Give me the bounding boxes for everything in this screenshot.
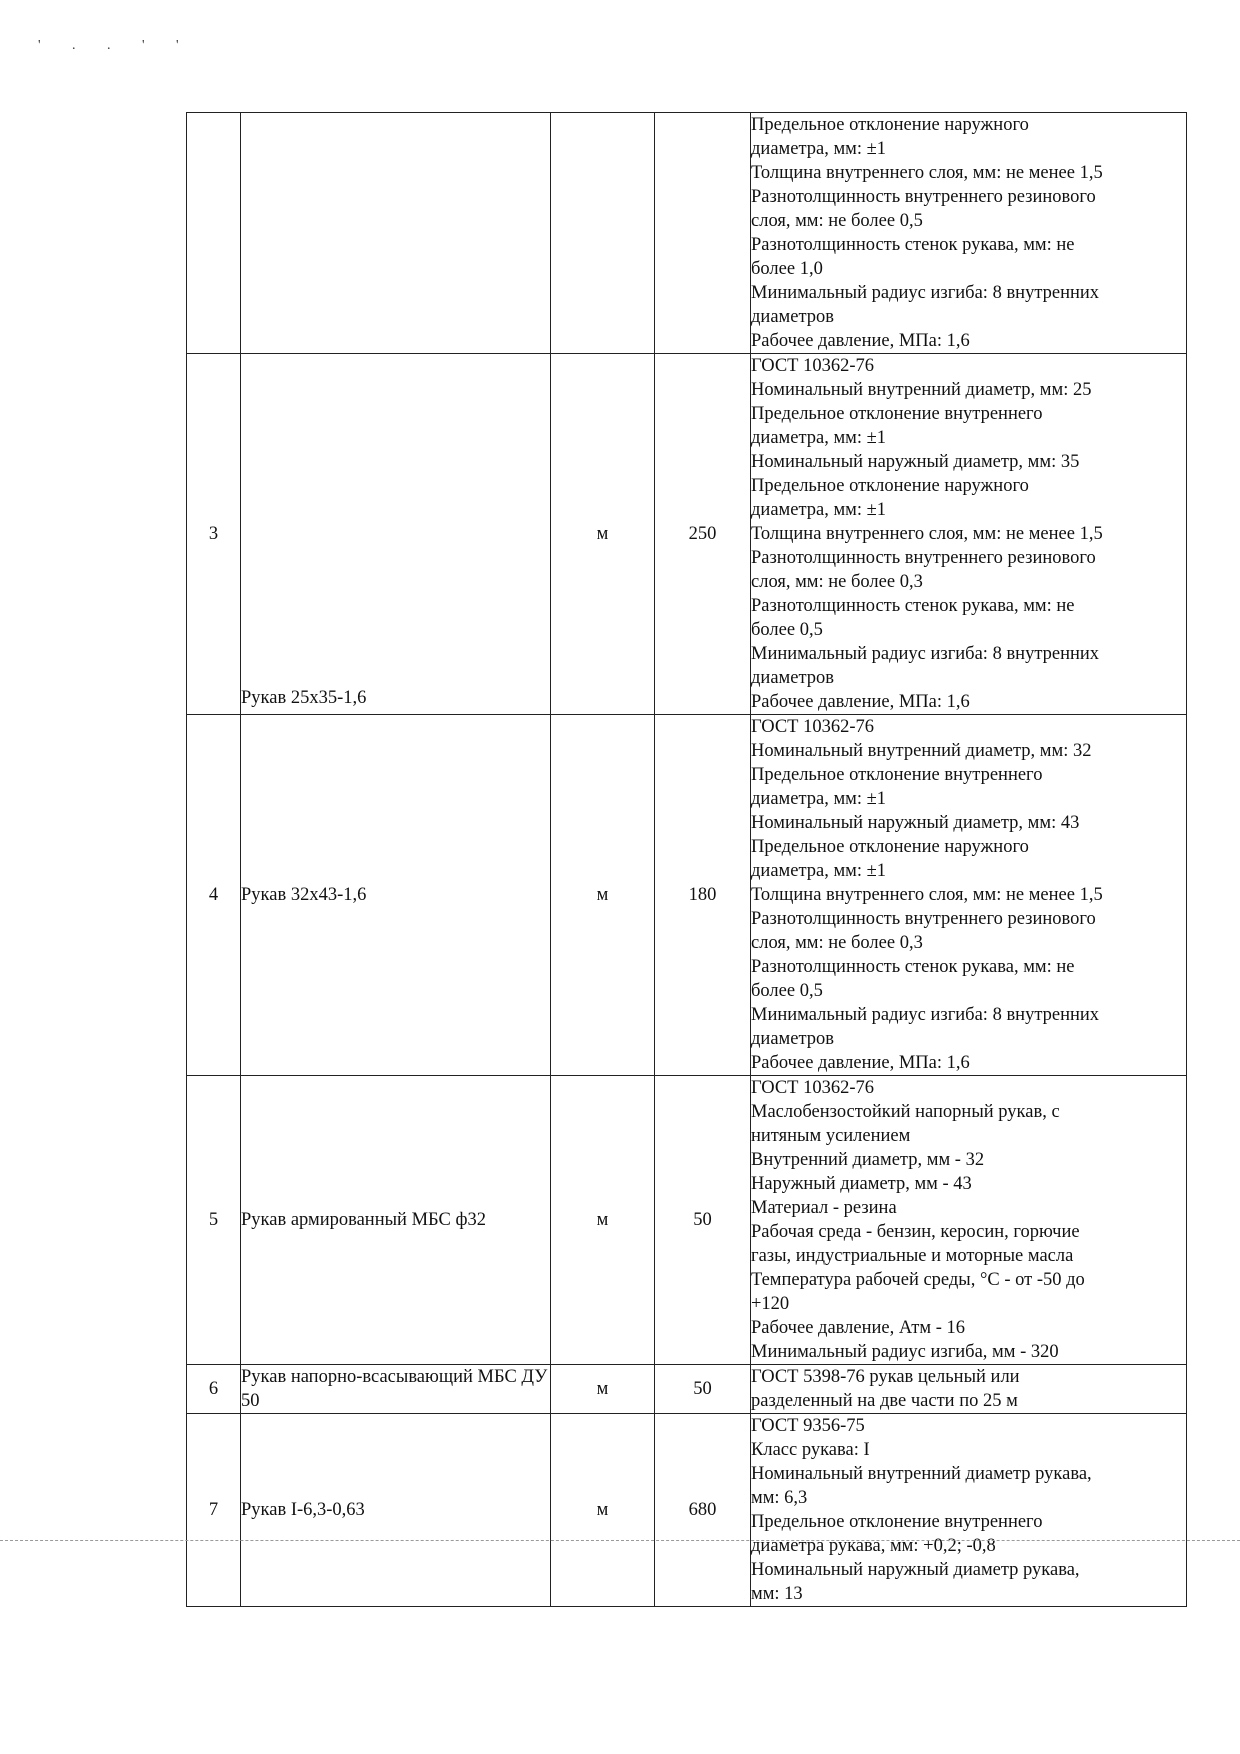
table-row (187, 1076, 1187, 1365)
specification-table (186, 112, 1187, 1607)
spec-line: +120 (751, 1294, 790, 1314)
spec-line: Внутренний диаметр, мм - 32 (751, 1150, 985, 1170)
spec-line: Предельное отклонение наружного (751, 837, 1029, 857)
unit-cell: м (551, 1365, 655, 1414)
spec-line: ГОСТ 10362-76 (751, 717, 874, 737)
spec-line: Разнотолщинность стенок рукава, мм: не (751, 957, 1075, 977)
spec-line: Минимальный радиус изгиба: 8 внутренних (751, 1005, 1100, 1025)
spec-line: Наружный диаметр, мм - 43 (751, 1174, 972, 1194)
spec-line: мм: 6,3 (751, 1488, 808, 1508)
spec-line: диаметров (751, 307, 834, 327)
spec-line: диаметра рукава, мм: +0,2; -0,8 (751, 1536, 996, 1556)
unit-cell: м (551, 715, 655, 1076)
spec-line: Разнотолщинность внутреннего резинового (751, 548, 1096, 568)
spec-line: диаметра, мм: ±1 (751, 428, 887, 448)
spec-line: Номинальный внутренний диаметр, мм: 25 (751, 380, 1092, 400)
spec-line: разделенный на две части по 25 м (751, 1391, 1018, 1411)
spec-line: Температура рабочей среды, °С - от -50 до (751, 1270, 1085, 1290)
spec-line: Рабочее давление, МПа: 1,6 (751, 1053, 970, 1073)
spec-line: Номинальный внутренний диаметр рукава, (751, 1464, 1092, 1484)
spec-line: слоя, мм: не более 0,3 (751, 933, 923, 953)
spec-line: Разнотолщинность стенок рукава, мм: не (751, 596, 1075, 616)
unit-cell: м (551, 1414, 655, 1607)
table-row (187, 1414, 1187, 1607)
spec-line: Предельное отклонение наружного (751, 476, 1029, 496)
spec-line: нитяным усилением (751, 1126, 911, 1146)
table-row (187, 715, 1187, 1076)
spec-line: мм: 13 (751, 1584, 803, 1604)
spec-line: Номинальный наружный диаметр рукава, (751, 1560, 1080, 1580)
spec-line: Разнотолщинность внутреннего резинового (751, 909, 1096, 929)
spec-line: Рабочее давление, МПа: 1,6 (751, 692, 970, 712)
spec-line: Рабочая среда - бензин, керосин, горючие (751, 1222, 1080, 1242)
spec-line: диаметра, мм: ±1 (751, 861, 887, 881)
item-name: Рукав напорно-всасывающий МБС ДУ 50 (241, 1365, 551, 1414)
quantity-cell: 180 (655, 715, 751, 1076)
spec-line: диаметра, мм: ±1 (751, 789, 887, 809)
spec-line: Толщина внутреннего слоя, мм: не менее 1,5 (751, 885, 1103, 905)
spec-line: ГОСТ 10362-76 (751, 1078, 874, 1098)
spec-line: Класс рукава: I (751, 1440, 870, 1460)
spec-line: слоя, мм: не более 0,3 (751, 572, 923, 592)
spec-line: Толщина внутреннего слоя, мм: не менее 1,5 (751, 524, 1103, 544)
spec-line: Разнотолщинность стенок рукава, мм: не (751, 235, 1075, 255)
spec-line: диаметра, мм: ±1 (751, 500, 887, 520)
quantity-cell: 680 (655, 1414, 751, 1607)
spec-line: Предельное отклонение внутреннего (751, 1512, 1043, 1532)
spec-cell (751, 113, 1187, 354)
spec-line: Минимальный радиус изгиба, мм - 320 (751, 1342, 1059, 1362)
spec-line: Материал - резина (751, 1198, 897, 1218)
row-number: 6 (187, 1365, 241, 1414)
spec-line: Номинальный внутренний диаметр, мм: 32 (751, 741, 1092, 761)
spec-cell (751, 715, 1187, 1076)
scan-fold-line (0, 1540, 1240, 1541)
spec-line: более 1,0 (751, 259, 823, 279)
row-number (187, 113, 241, 354)
spec-line: Предельное отклонение внутреннего (751, 404, 1043, 424)
spec-line: Минимальный радиус изгиба: 8 внутренних (751, 283, 1100, 303)
spec-line: ГОСТ 10362-76 (751, 356, 874, 376)
row-number: 7 (187, 1414, 241, 1607)
spec-line: ГОСТ 9356-75 (751, 1416, 865, 1436)
item-name: Рукав 32х43-1,6 (241, 715, 551, 1076)
quantity-cell (655, 113, 751, 354)
spec-line: Предельное отклонение внутреннего (751, 765, 1043, 785)
spec-line: Маслобензостойкий напорный рукав, с (751, 1102, 1060, 1122)
unit-cell: м (551, 1076, 655, 1365)
quantity-cell: 50 (655, 1365, 751, 1414)
table-row (187, 354, 1187, 715)
spec-cell (751, 354, 1187, 715)
unit-cell (551, 113, 655, 354)
spec-line: ГОСТ 5398-76 рукав цельный или (751, 1367, 1020, 1387)
spec-line: Разнотолщинность внутреннего резинового (751, 187, 1096, 207)
item-name: Рукав I-6,3-0,63 (241, 1414, 551, 1607)
table-row (187, 1365, 1187, 1414)
item-name (241, 113, 551, 354)
spec-line: более 0,5 (751, 620, 823, 640)
item-name: Рукав 25х35-1,6 (241, 354, 551, 715)
spec-line: Предельное отклонение наружного (751, 115, 1029, 135)
spec-line: Толщина внутреннего слоя, мм: не менее 1,5 (751, 163, 1103, 183)
spec-cell (751, 1076, 1187, 1365)
spec-line: Рабочее давление, МПа: 1,6 (751, 331, 970, 351)
item-name: Рукав армированный МБС ф32 (241, 1076, 551, 1365)
spec-line: Номинальный наружный диаметр, мм: 35 (751, 452, 1080, 472)
spec-line: более 0,5 (751, 981, 823, 1001)
quantity-cell: 50 (655, 1076, 751, 1365)
quantity-cell: 250 (655, 354, 751, 715)
spec-line: Номинальный наружный диаметр, мм: 43 (751, 813, 1080, 833)
spec-line: слоя, мм: не более 0,5 (751, 211, 923, 231)
row-number: 4 (187, 715, 241, 1076)
spec-line: Рабочее давление, Атм - 16 (751, 1318, 965, 1338)
spec-line: Минимальный радиус изгиба: 8 внутренних (751, 644, 1100, 664)
spec-line: газы, индустриальные и моторные масла (751, 1246, 1074, 1266)
unit-cell: м (551, 354, 655, 715)
spec-line: диаметров (751, 668, 834, 688)
row-number: 5 (187, 1076, 241, 1365)
table-row (187, 113, 1187, 354)
row-number: 3 (187, 354, 241, 715)
spec-cell (751, 1365, 1187, 1414)
spec-cell (751, 1414, 1187, 1607)
scan-specks: ' . . ' ' (38, 38, 193, 53)
spec-line: диаметра, мм: ±1 (751, 139, 887, 159)
spec-line: диаметров (751, 1029, 834, 1049)
